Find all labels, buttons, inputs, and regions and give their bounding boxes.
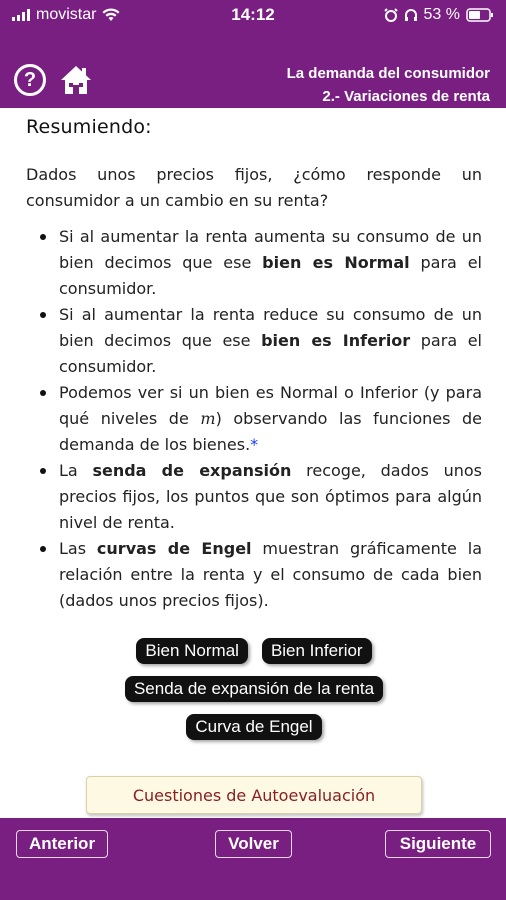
footnote-star-link[interactable]: * xyxy=(250,435,259,454)
battery-percent: 53 % xyxy=(423,6,460,23)
list-item: Si al aumentar la renta aumenta su consumo de un bien decimos que ese bien es Normal para el consumidor. xyxy=(26,224,482,302)
term-engel: curvas de Engel xyxy=(96,539,252,558)
summary-list xyxy=(26,224,482,614)
page-title: La demanda del consumidor xyxy=(286,65,490,82)
term-normal: bien es Normal xyxy=(262,253,410,272)
topic-buttons xyxy=(26,638,482,740)
header-titles xyxy=(287,62,490,108)
term-inferior: bien es Inferior xyxy=(261,331,411,350)
headphones-icon xyxy=(404,8,418,22)
home-icon[interactable] xyxy=(60,64,92,96)
main-content xyxy=(0,108,506,818)
header-icons xyxy=(14,64,92,96)
alarm-icon xyxy=(384,8,398,22)
next-button[interactable]: Siguiente xyxy=(385,830,491,858)
previous-button[interactable]: Anterior xyxy=(16,830,108,858)
carrier-name: movistar xyxy=(36,6,97,23)
page-subtitle: 2.- Variaciones de renta xyxy=(322,88,490,105)
button-row xyxy=(26,638,482,664)
list-item: Las curvas de Engel muestran gráficamente la relación entre la renta y el consumo de cada bien (dados unos precios fijos). xyxy=(26,536,482,614)
help-icon[interactable] xyxy=(14,64,46,96)
senda-expansion-button[interactable]: Senda de expansión de la renta xyxy=(125,676,383,702)
bien-normal-button[interactable]: Bien Normal xyxy=(136,638,248,664)
variable-m: m xyxy=(200,409,216,428)
app-header xyxy=(0,30,506,108)
footer-nav xyxy=(0,818,506,900)
list-item: La senda de expansión recoge, dados unos precios fijos, los puntos que son óptimos para algún nivel de renta. xyxy=(26,458,482,536)
back-button[interactable]: Volver xyxy=(215,830,292,858)
button-row xyxy=(26,714,482,740)
intro-text: Dados unos precios fijos, ¿cómo responde un consumidor a un cambio en su renta? xyxy=(26,165,482,210)
status-time: 14:12 xyxy=(231,5,275,24)
help-symbol: ? xyxy=(23,68,37,91)
status-right-group xyxy=(384,6,494,24)
bien-inferior-button[interactable]: Bien Inferior xyxy=(262,638,372,664)
status-bar xyxy=(0,0,506,30)
battery-icon xyxy=(466,8,494,22)
list-item: Si al aumentar la renta reduce su consumo de un bien decimos que ese bien es Inferior para el consumidor. xyxy=(26,302,482,380)
self-evaluation-button[interactable]: Cuestiones de Autoevaluación xyxy=(86,776,422,814)
button-row xyxy=(26,676,482,702)
section-title: Resumiendo: xyxy=(26,116,152,138)
list-item: Podemos ver si un bien es Normal o Inferior (y para qué niveles de m) observando las funciones de demanda de los bienes.* xyxy=(26,380,482,458)
term-senda: senda de expansión xyxy=(92,461,292,480)
curva-engel-button[interactable]: Curva de Engel xyxy=(186,714,321,740)
